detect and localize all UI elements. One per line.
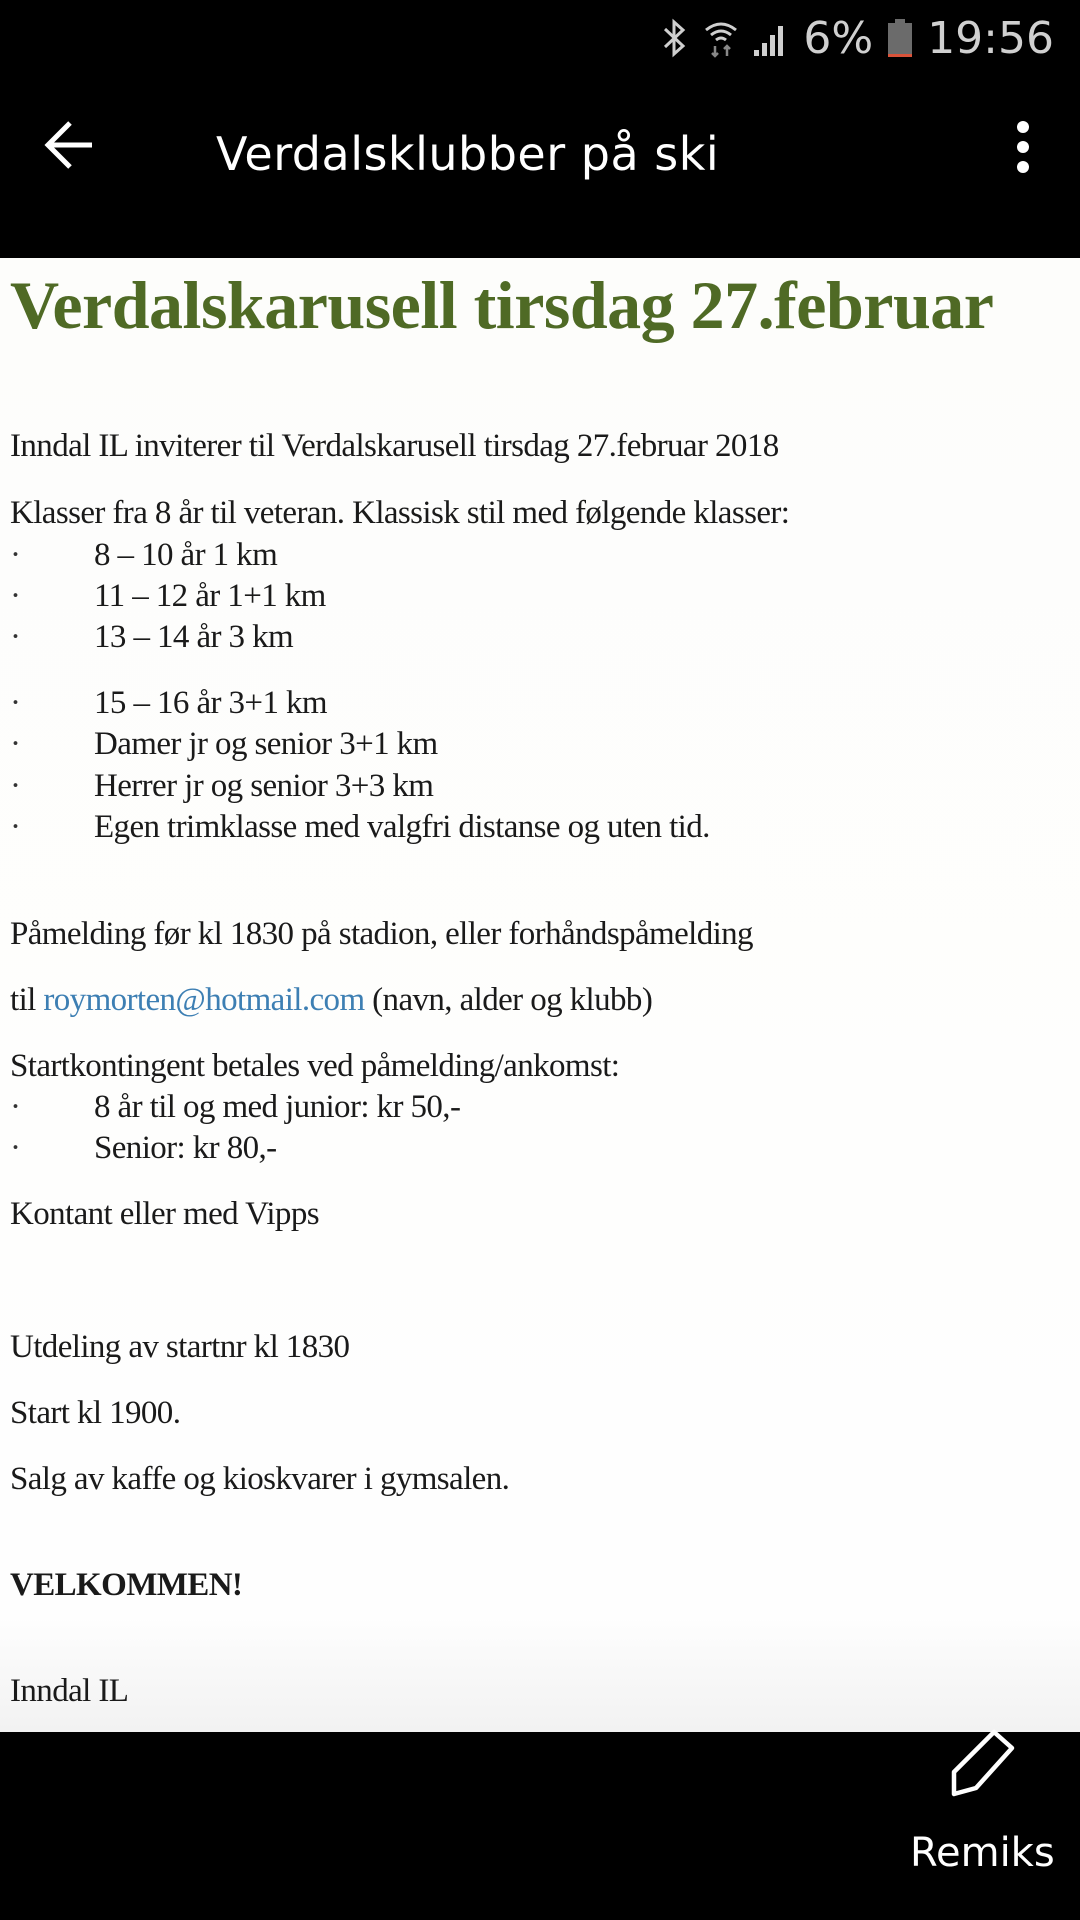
remix-button[interactable] bbox=[900, 1732, 1055, 1882]
document-heading: Verdalskarusell tirsdag 27.februar bbox=[10, 267, 994, 343]
payment-text: Kontant eller med Vipps bbox=[10, 1196, 319, 1232]
arrow-left-icon bbox=[40, 115, 100, 175]
post-image bbox=[0, 258, 1080, 1732]
remix-label: Remiks bbox=[910, 1830, 1055, 1876]
bib-distribution: Utdeling av startnr kl 1830 bbox=[10, 1329, 350, 1365]
email-link: roymorten@hotmail.com bbox=[43, 982, 365, 1018]
registration-contact: til roymorten@hotmail.com (navn, alder og klubb) bbox=[10, 982, 653, 1018]
pencil-icon bbox=[940, 1726, 1020, 1806]
registration-line: Påmelding før kl 1830 på stadion, eller forhåndspåmelding bbox=[10, 916, 753, 952]
back-button[interactable] bbox=[40, 115, 100, 175]
wifi-icon bbox=[703, 18, 739, 58]
class-item: · 15 – 16 år 3+1 km bbox=[10, 685, 327, 721]
battery-percent: 6% bbox=[803, 12, 874, 64]
welcome-text: VELKOMMEN! bbox=[10, 1567, 243, 1603]
more-options-button[interactable] bbox=[1006, 115, 1040, 179]
bottom-bar bbox=[0, 1732, 1080, 1920]
fee-item: · 8 år til og med junior: kr 50,- bbox=[10, 1089, 461, 1125]
signal-icon bbox=[753, 18, 789, 58]
battery-icon bbox=[887, 17, 913, 59]
fee-item: · Senior: kr 80,- bbox=[10, 1130, 277, 1166]
signature: Inndal IL bbox=[10, 1673, 129, 1709]
app-title: Verdalsklubber på ski bbox=[216, 127, 720, 181]
class-item: · Damer jr og senior 3+1 km bbox=[10, 726, 438, 762]
status-bar bbox=[0, 0, 1080, 75]
class-item: · 11 – 12 år 1+1 km bbox=[10, 578, 326, 614]
start-time: Start kl 1900. bbox=[10, 1395, 181, 1431]
class-item: · 13 – 14 år 3 km bbox=[10, 619, 294, 655]
clock: 19:56 bbox=[927, 12, 1054, 64]
more-vert-icon bbox=[1006, 115, 1040, 179]
kiosk-text: Salg av kaffe og kioskvarer i gymsalen. bbox=[10, 1461, 510, 1497]
app-bar bbox=[0, 75, 1080, 258]
class-item: · Egen trimklasse med valgfri distanse og uten tid. bbox=[10, 809, 710, 845]
fee-intro: Startkontingent betales ved påmelding/ankomst: bbox=[10, 1048, 620, 1084]
class-item: · Herrer jr og senior 3+3 km bbox=[10, 768, 434, 804]
intro-text: Inndal IL inviterer til Verdalskarusell tirsdag 27.februar 2018 bbox=[10, 428, 779, 464]
class-item: · 8 – 10 år 1 km bbox=[10, 537, 278, 573]
bluetooth-icon bbox=[661, 18, 689, 58]
classes-intro: Klasser fra 8 år til veteran. Klassisk stil med følgende klasser: bbox=[10, 495, 790, 531]
